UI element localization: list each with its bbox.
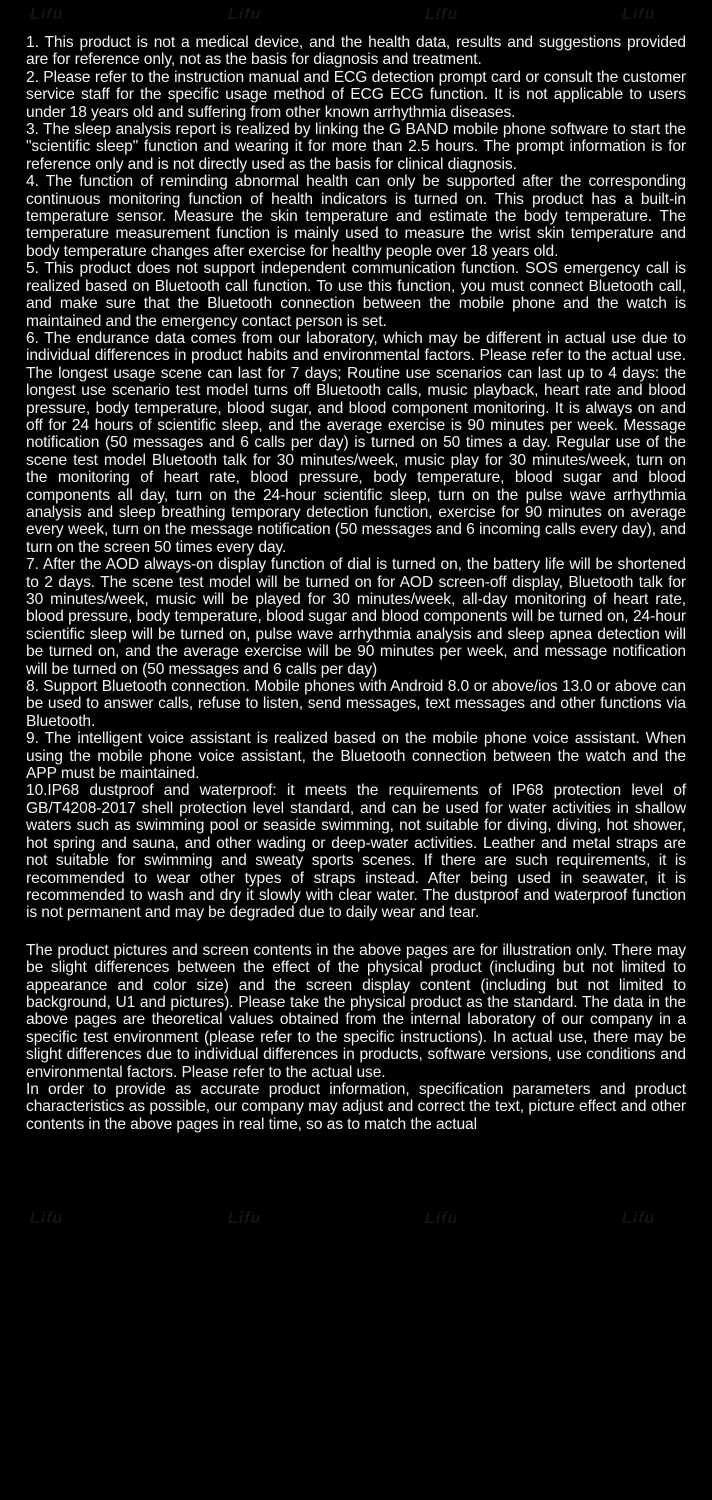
watermark-logo: Lifu bbox=[425, 1210, 459, 1227]
watermark-logo: Lifu bbox=[228, 1210, 262, 1227]
notice-item-4: 4. The function of reminding abnormal health can only be supported after the corresponding continuous monitoring function of health indicators is turned on. This product has a built-in temperature sensor. Measure the skin temperature and estimate the body temperature. The temperature measurement function is mainly used to measure the wrist skin temperature and body temperature changes after exercise for healthy people over 18 years old. bbox=[26, 173, 686, 260]
watermark-logo: Lifu bbox=[228, 6, 262, 23]
watermark-logo: Lifu bbox=[622, 1210, 656, 1227]
disclaimer-paragraph-1: The product pictures and screen contents in the above pages are for illustration only. There may be slight differences between the effect of the physical product (including but not limited to appearance and color size) and the screen display content (including but not limited to background, U1 and pictures). Please take the physical product as the standard. The data in the above pages are theoretical values obtained from the internal laboratory of our company in a specific test environment (please refer to the specific instructions). In actual use, there may be slight differences due to individual differences in products, software versions, use conditions and environmental factors. Please refer to the actual use. bbox=[26, 941, 686, 1081]
disclaimer-paragraph-2: In order to provide as accurate product information, specification parameters and product characteristics as possible, our company may adjust and correct the text, picture effect and other contents in the above pages in real time, so as to match the actual bbox=[26, 1080, 686, 1133]
watermark-row bbox=[0, 6, 712, 26]
notice-item-10: 10.IP68 dustproof and waterproof: it meets the requirements of IP68 protection level of GB/T4208-2017 shell protection level standard, and can be used for water activities in shallow waters such as swimming pool or seaside swimming, not suitable for diving, diving, hot shower, hot spring and sauna, and other wading or deep-water activities. Leather and metal straps are not suitable for swimming and sweaty sports scenes. If there are such requirements, it is recommended to wear other types of straps instead. After being used in seawater, it is recommended to wash and dry it slowly with clear water. The dustproof and waterproof function is not permanent and may be degraded due to daily wear and tear. bbox=[26, 782, 686, 922]
watermark-row bbox=[0, 1210, 712, 1230]
notice-item-1: 1. This product is not a medical device, and the health data, results and suggestions provided are for reference only, not as the basis for diagnosis and treatment. bbox=[26, 34, 686, 69]
section-gap bbox=[26, 922, 686, 942]
notice-item-9: 9. The intelligent voice assistant is realized based on the mobile phone voice assistant. When using the mobile phone voice assistant, the Bluetooth connection between the watch and the APP must be maintained. bbox=[26, 730, 686, 783]
watermark-logo: Lifu bbox=[622, 6, 656, 23]
watermark-logo: Lifu bbox=[30, 1210, 64, 1227]
notice-item-3: 3. The sleep analysis report is realized by linking the G BAND mobile phone software to start the "scientific sleep" function and wearing it for more than 2.5 hours. The prompt information is for reference only and is not directly used as the basis for clinical diagnosis. bbox=[26, 121, 686, 173]
watermark-logo: Lifu bbox=[30, 6, 64, 23]
notice-item-2: 2. Please refer to the instruction manual and ECG detection prompt card or consult the customer service staff for the specific usage method of ECG ECG function. It is not applicable to users under 18 years old and suffering from other known arrhythmia diseases. bbox=[26, 68, 686, 121]
notice-item-6: 6. The endurance data comes from our laboratory, which may be different in actual use due to individual differences in product habits and environmental factors. Please refer to the actual use. The longest usage scene can last for 7 days; Routine use scenarios can last up to 4 days: the longest use scenario test model turns off Bluetooth calls, music playback, heart rate and blood pressure, body temperature, blood sugar, and blood component monitoring. It is always on and off for 24 hours of scientific sleep, and the average exercise is 90 minutes per week. Message notification (50 messages and 6 calls per day) is turned on 50 times a day. Regular use of the scene test model Bluetooth talk for 30 minutes/week, music play for 30 minutes/week, turn on the monitoring of heart rate, blood pressure, body temperature, blood sugar and blood components all day, turn on the 24-hour scientific sleep, turn on the pulse wave arrhythmia analysis and sleep breathing temporary detection function, exercise for 90 minutes on average every week, turn on the message notification (50 messages and 6 incoming calls every day), and turn on the screen 50 times every day. bbox=[26, 329, 686, 556]
notice-item-7: 7. After the AOD always-on display function of dial is turned on, the battery life will be shortened to 2 days. The scene test model will be turned on for AOD screen-off display, Bluetooth talk for 30 minutes/week, music will be played for 30 minutes/week, all-day monitoring of heart rate, blood pressure, body temperature, blood sugar and blood components will be turned on, 24-hour scientific sleep will be turned on, pulse wave arrhythmia analysis and sleep apnea detection will be turned on, and the average exercise will be 90 minutes per week, and message notification will be turned on (50 messages and 6 calls per day) bbox=[26, 556, 686, 678]
notice-item-8: 8. Support Bluetooth connection. Mobile phones with Android 8.0 or above/ios 13.0 or above can be used to answer calls, refuse to listen, send messages, text messages and other functions via Bluetooth. bbox=[26, 678, 686, 730]
notice-text-block bbox=[26, 34, 686, 1133]
watermark-logo: Lifu bbox=[425, 6, 459, 23]
notice-item-5: 5. This product does not support independent communication function. SOS emergency call is realized based on Bluetooth call function. To use this function, you must connect Bluetooth call, and make sure that the Bluetooth connection between the mobile phone and the watch is maintained and the emergency contact person is set. bbox=[26, 260, 686, 330]
